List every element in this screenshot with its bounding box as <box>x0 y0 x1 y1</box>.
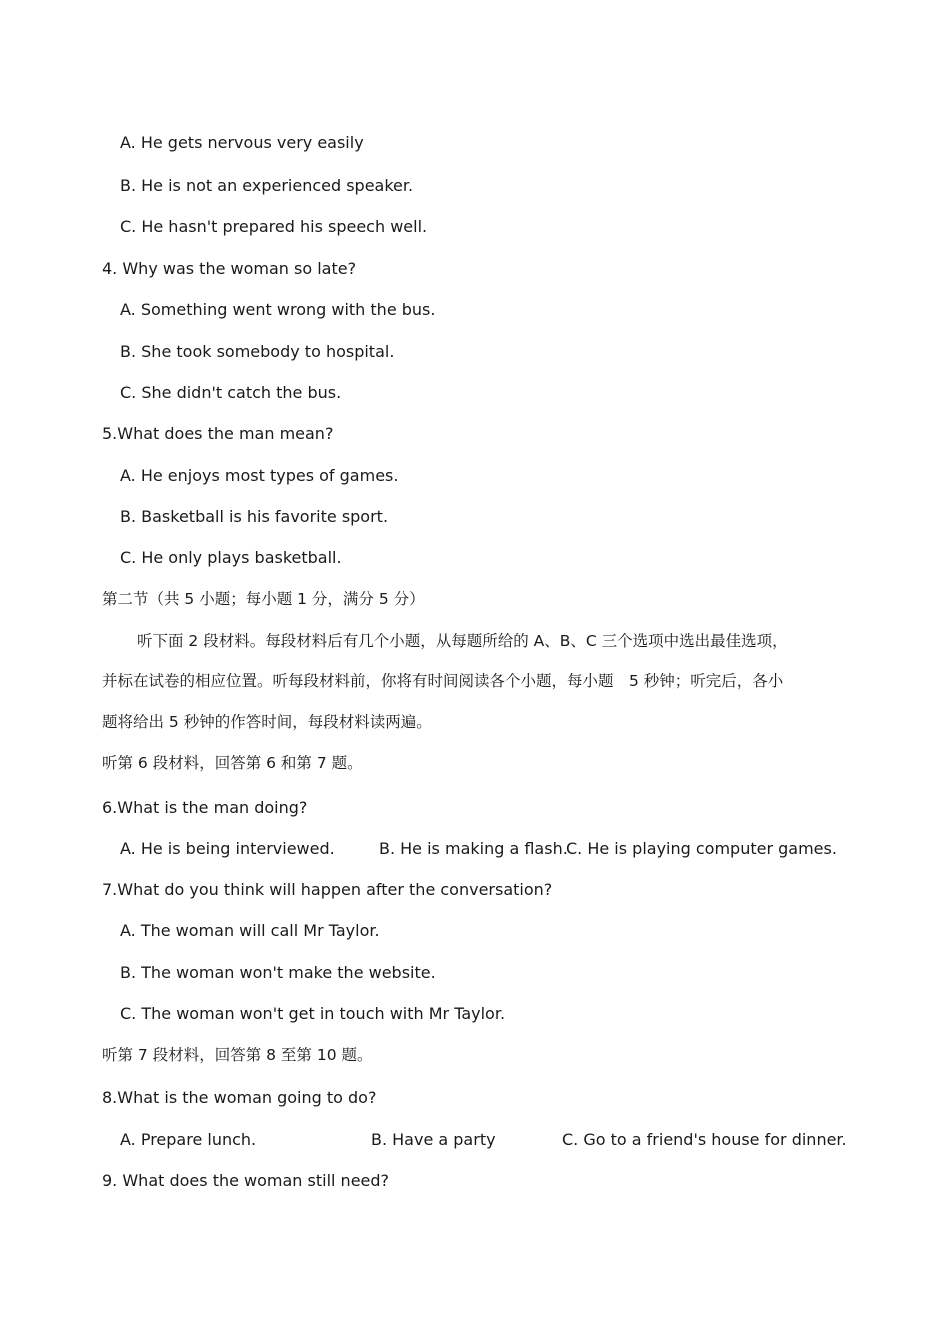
q5-option-a: A. He enjoys most types of games. <box>120 466 399 485</box>
section2-instructions-line3: 题将给出 5 秒钟的作答时间，每段材料读两遍。 <box>102 713 432 731</box>
q3-option-c: C. He hasn't prepared his speech well. <box>120 217 428 236</box>
q7-question: 7.What do you think will happen after the conversation? <box>102 880 553 899</box>
q5-option-b: B. Basketball is his favorite sport. <box>120 507 389 526</box>
q7-option-a: A. The woman will call Mr Taylor. <box>120 921 380 940</box>
passage7-intro: 听第 7 段材料，回答第 8 至第 10 题。 <box>102 1046 373 1064</box>
q8-option-a: A. Prepare lunch. <box>120 1130 257 1149</box>
q3-option-a: A. He gets nervous very easily <box>120 133 364 152</box>
q6-option-a: A. He is being interviewed. <box>120 839 335 858</box>
q6-option-c: C. He is playing computer games. <box>566 839 837 858</box>
section2-heading: 第二节（共 5 小题；每小题 1 分，满分 5 分） <box>102 590 425 608</box>
q5-option-c: C. He only plays basketball. <box>120 548 342 567</box>
q8-question: 8.What is the woman going to do? <box>102 1088 377 1107</box>
section2-instructions-line2: 并标在试卷的相应位置。听每段材料前，你将有时间阅读各个小题，每小题 5 秒钟；听完后，各小 <box>102 672 784 690</box>
q4-option-b: B. She took somebody to hospital. <box>120 342 395 361</box>
q9-question: 9. What does the woman still need? <box>102 1171 390 1190</box>
q4-option-a: A. Something went wrong with the bus. <box>120 300 436 319</box>
q6-option-b: B. He is making a flash. <box>379 839 568 858</box>
q6-question: 6.What is the man doing? <box>102 798 308 817</box>
passage6-intro: 听第 6 段材料，回答第 6 和第 7 题。 <box>102 754 363 772</box>
q5-question: 5.What does the man mean? <box>102 424 334 443</box>
q8-option-c: C. Go to a friend's house for dinner. <box>562 1130 847 1149</box>
q7-option-c: C. The woman won't get in touch with Mr Taylor. <box>120 1004 506 1023</box>
q4-question: 4. Why was the woman so late? <box>102 259 357 278</box>
q8-option-b: B. Have a party <box>371 1130 496 1149</box>
q7-option-b: B. The woman won't make the website. <box>120 963 436 982</box>
section2-instructions-line1: 听下面 2 段材料。每段材料后有几个小题，从每题所给的 A、B、C 三个选项中选出最佳选项， <box>137 632 788 650</box>
q4-option-c: C. She didn't catch the bus. <box>120 383 342 402</box>
q3-option-b: B. He is not an experienced speaker. <box>120 176 414 195</box>
